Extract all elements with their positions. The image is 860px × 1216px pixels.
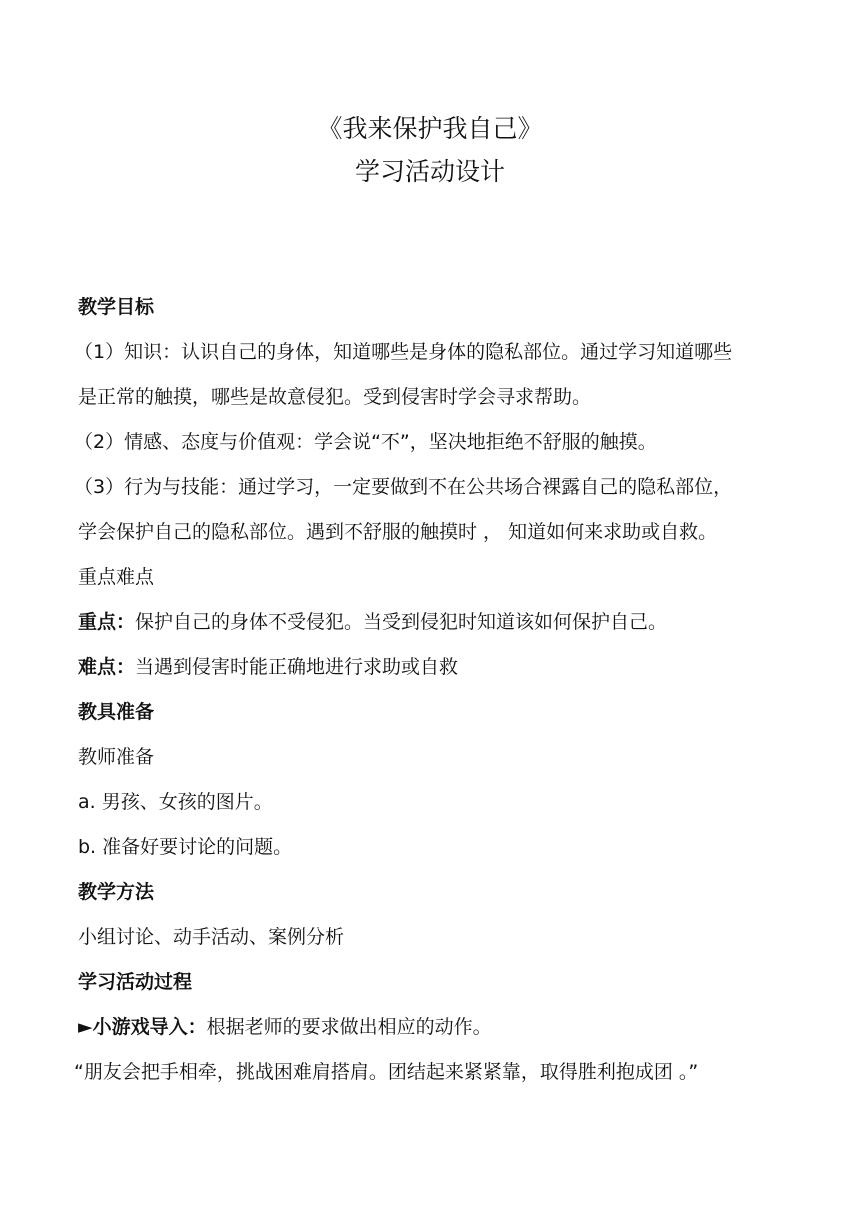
difficulty-text: 当遇到侵害时能正确地进行求助或自救 <box>135 656 459 678</box>
process-heading: 学习活动过程 <box>78 971 193 993</box>
material-item-b: b. 准备好要讨论的问题。 <box>78 836 293 858</box>
objective-2: （2）情感、态度与价值观：学会说“不”，坚决地拒绝不舒服的触摸。 <box>74 431 657 453</box>
objective-3-line-2: 学会保护自己的隐私部位。遇到不舒服的触摸时 ， 知道如何来求助或自救。 <box>78 521 718 543</box>
document-subtitle: 学习活动设计 <box>354 157 505 186</box>
triangle-bullet-icon: ► <box>78 1016 93 1038</box>
material-item-a: a. 男孩、女孩的图片。 <box>78 791 273 813</box>
objective-3-line-1: （3）行为与技能：通过学习，一定要做到不在公共场合裸露自己的隐私部位， <box>74 476 733 498</box>
materials-heading: 教具准备 <box>78 701 155 723</box>
key-point-label: 重点： <box>78 611 136 633</box>
teacher-prep-label: 教师准备 <box>78 746 155 768</box>
methods-heading: 教学方法 <box>78 881 155 903</box>
key-point-text: 保护自己的身体不受侵犯。当受到侵犯时知道该如何保护自己。 <box>135 611 668 633</box>
document-body <box>74 292 784 1102</box>
chant-text: “朋友会把手相牵，挑战困难肩搭肩。团结起来紧紧靠，取得胜利抱成团 。” <box>74 1061 699 1083</box>
key-points-heading: 重点难点 <box>78 566 155 588</box>
objectives-heading: 教学目标 <box>78 296 155 318</box>
document-title: 《我来保护我自己》 <box>317 114 543 143</box>
difficulty-paragraph <box>78 652 784 697</box>
methods-text: 小组讨论、动手活动、案例分析 <box>78 926 345 948</box>
game-intro-paragraph <box>78 1012 784 1057</box>
difficulty-label: 难点： <box>78 656 136 678</box>
game-intro-label: 小游戏导入： <box>92 1016 207 1038</box>
key-point-paragraph <box>78 607 784 652</box>
game-intro-text: 根据老师的要求做出相应的动作。 <box>206 1016 492 1038</box>
objective-1-line-2: 是正常的触摸，哪些是故意侵犯。受到侵害时学会寻求帮助。 <box>78 386 592 408</box>
objective-1-line-1: （1）知识：认识自己的身体，知道哪些是身体的隐私部位。通过学习知道哪些 <box>74 341 733 363</box>
